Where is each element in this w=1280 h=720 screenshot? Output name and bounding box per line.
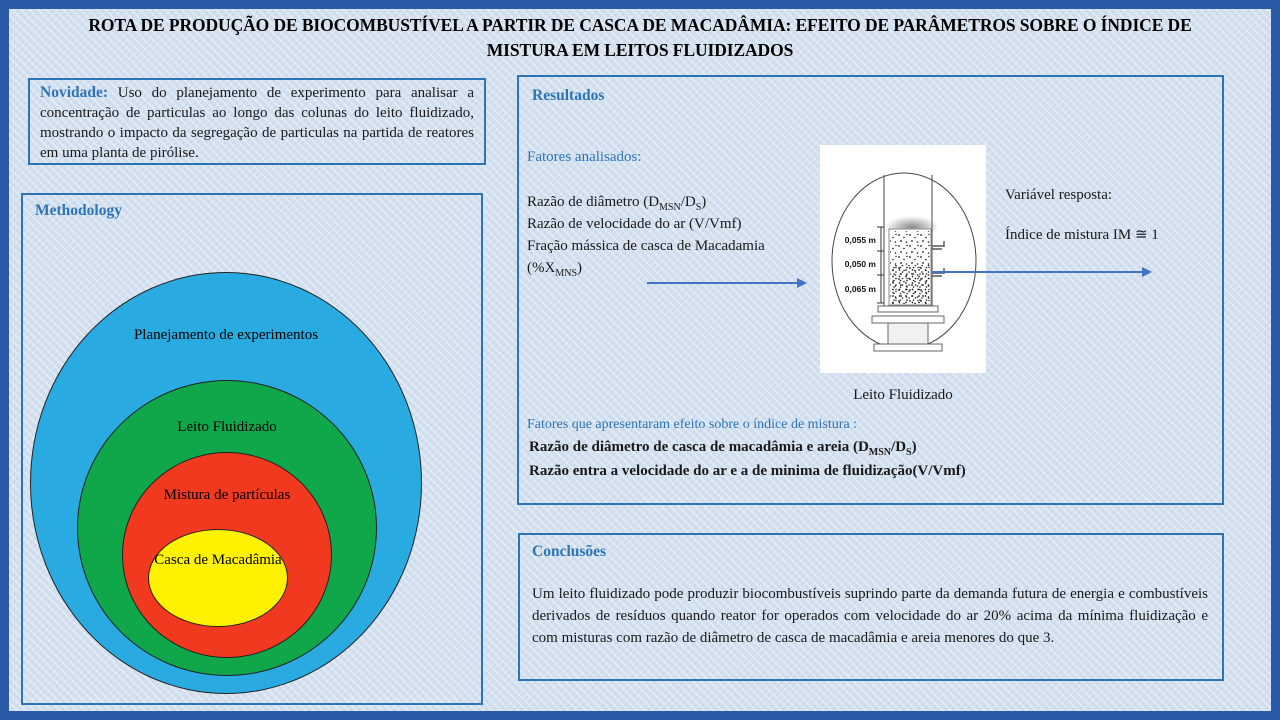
dim-label-2: 0,050 m bbox=[844, 259, 876, 269]
fatores-list bbox=[527, 191, 765, 279]
novidade-text: Uso do planejamento de experimento para analisar a concentração de particulas ao longo das colunas do leito fluidizado, mostrando o impacto da segregação de particulas na partida de reatores em uma planta de pirólise. bbox=[40, 85, 474, 161]
fator-razao-diametro: Razão de diâmetro $(D_{MSN}/D_S)$ bbox=[527, 194, 707, 213]
novidade-box bbox=[28, 78, 486, 165]
novidade-label: Novidade: bbox=[40, 84, 109, 101]
conclusoes-box bbox=[518, 533, 1224, 681]
conclusoes-text: Um leito fluidizado pode produzir biocombustíveis suprindo parte da demanda futura de energia e combustíveis derivados de resíduos quando reator for operados com velocidade do ar 20% acima da mínima fluidização e com misturas com razão de diâmetro de casca de macadâmia e areia menores do que 3. bbox=[532, 586, 1208, 646]
methodology-header: Methodology bbox=[35, 202, 122, 219]
base-plate bbox=[874, 344, 942, 351]
dim-label-3: 0,065 m bbox=[844, 284, 876, 294]
fator-fracao-simbolo: $(\%X_{MNS})$ bbox=[527, 260, 583, 279]
venn-ring-casca bbox=[148, 529, 288, 627]
venn-label-casca: Casca de Macadâmia bbox=[154, 552, 282, 568]
resultados-header: Resultados bbox=[532, 87, 605, 104]
arrow-diagrama-to-resposta bbox=[932, 271, 1150, 273]
venn-label-planejamento: Planejamento de experimentos bbox=[133, 327, 319, 343]
efeitos-label: Fatores que apresentaram efeito sobre o índice de mistura : bbox=[527, 417, 858, 432]
efeito-razao-velocidade: Razão entra a velocidade do ar e a de minima de fluidização(V/Vmf) bbox=[529, 463, 966, 479]
fator-razao-velocidade: Razão de velocidade do ar (V/Vmf) bbox=[527, 216, 742, 232]
leito-fluidizado-diagram bbox=[820, 145, 986, 373]
variavel-resposta-label: Variável resposta: bbox=[1005, 187, 1113, 203]
venn-label-mistura: Mistura de partículas bbox=[163, 487, 291, 503]
dim-label-1: 0,055 m bbox=[844, 235, 876, 245]
arrow-fatores-to-diagrama bbox=[647, 282, 805, 284]
methodology-box bbox=[21, 193, 483, 705]
conclusoes-header: Conclusões bbox=[532, 543, 607, 560]
poster-title: ROTA DE PRODUÇÃO DE BIOCOMBUSTÍVEL A PARTIR DE CASCA DE MACADÂMIA: EFEITO DE PARÂMETROS SOBRE O ÍNDICE DE MISTURA EM LEITOS FLUIDIZADOS bbox=[88, 15, 1192, 61]
diagram-caption: Leito Fluidizado bbox=[853, 387, 953, 403]
venn-label-leito-fluidizado: Leito Fluidizado bbox=[177, 419, 277, 435]
fatores-analisados-label: Fatores analisados: bbox=[527, 149, 642, 165]
fluidized-bed-schematic-svg bbox=[820, 145, 986, 373]
fator-fracao-massica: Fração mássica de casca de Macadamia bbox=[527, 238, 765, 254]
flange-upper bbox=[878, 306, 938, 312]
resultados-box bbox=[517, 75, 1224, 505]
indice-mistura-value: Índice de mistura IM ≅ 1 bbox=[1005, 227, 1159, 243]
pedestal bbox=[888, 323, 928, 344]
flange-lower bbox=[872, 316, 944, 323]
efeito-razao-diametro: Razão de diâmetro de casca de macadâmia e areia $(D_{MSN}/D_S)$ bbox=[529, 439, 917, 458]
